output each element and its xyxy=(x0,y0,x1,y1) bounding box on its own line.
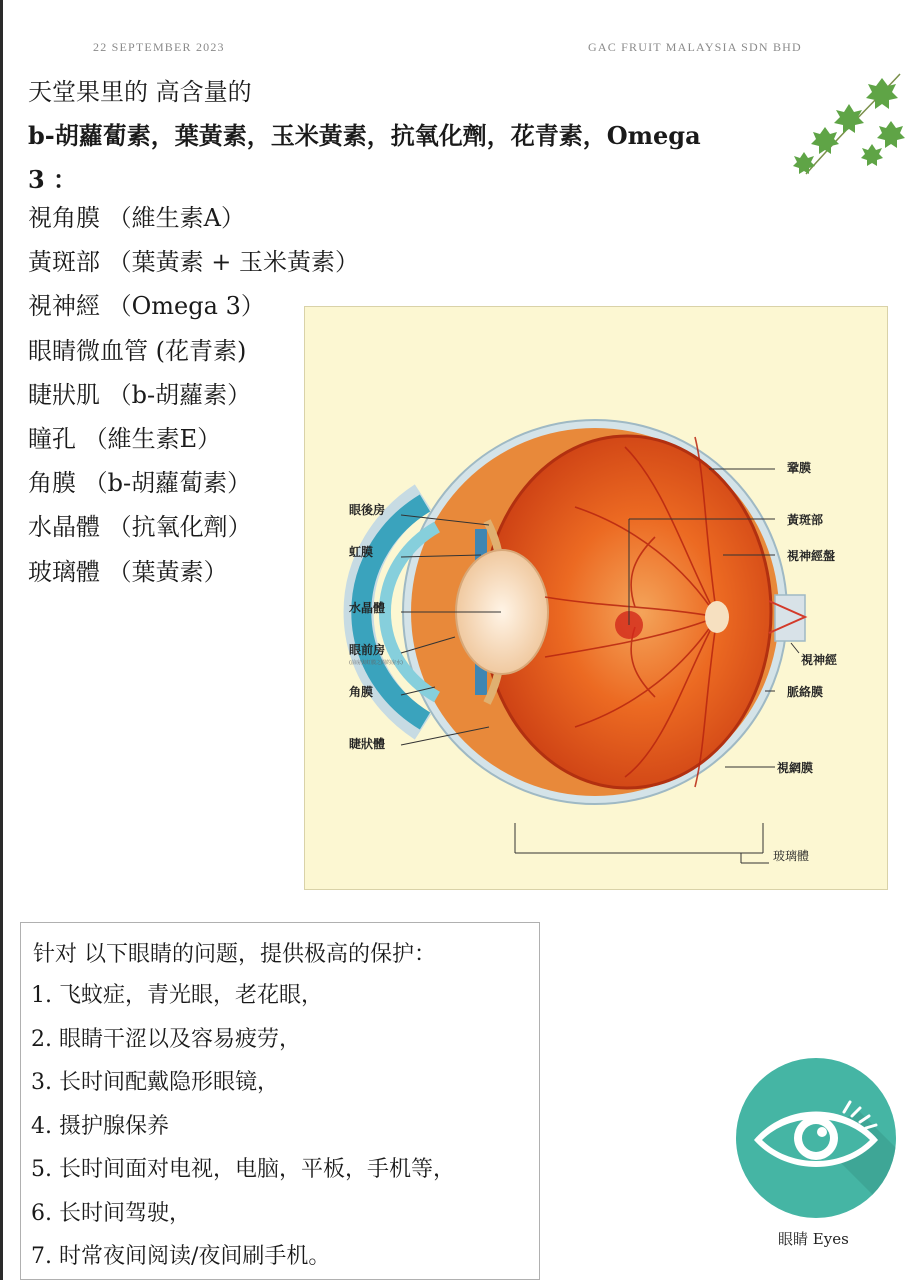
badge-caption: 眼睛 Eyes xyxy=(778,1230,849,1248)
list-item: 睫狀肌 （b-胡蘿素） xyxy=(28,380,252,409)
list-item: 眼睛微血管 (花青素) xyxy=(28,336,247,365)
eye-cross-section-illustration xyxy=(305,307,889,891)
list-item: 視角膜 （維生素A） xyxy=(28,204,245,232)
diagram-label-lens: 水晶體 xyxy=(349,601,386,615)
list-item: 6. 长时间驾驶， xyxy=(31,1200,191,1226)
page-edge xyxy=(0,0,3,1280)
diagram-label-anterior-note: (前房與虹膜之間的房水) xyxy=(349,660,403,666)
diagram-label-optic-nerve: 視神經 xyxy=(801,653,838,667)
eye-icon xyxy=(736,1058,896,1218)
diagram-label-sclera: 鞏膜 xyxy=(787,461,812,475)
intro-line-2: b-胡蘿蔔素，葉黃素，玉米黃素，抗氧化劑，花青素，Omega xyxy=(28,121,701,150)
diagram-label-iris: 虹膜 xyxy=(349,545,374,559)
header-company: GAC FRUIT MALAYSIA SDN BHD xyxy=(588,40,802,54)
eye-problems-box xyxy=(20,922,540,1280)
diagram-label-retina: 視網膜 xyxy=(777,761,814,775)
list-item: 5. 长时间面对电视，电脑，平板，手机等， xyxy=(31,1157,455,1182)
list-item: 7. 时常夜间阅读/夜间刷手机。 xyxy=(31,1244,331,1269)
problems-list xyxy=(31,981,455,1286)
list-item: 3. 长时间配戴隐形眼镜， xyxy=(31,1070,279,1095)
list-item: 4. 摄护腺保养 xyxy=(31,1113,169,1139)
leaf-vine-decoration xyxy=(790,68,906,180)
list-item: 黃斑部 （葉黃素 + 玉米黃素） xyxy=(28,248,359,277)
header-date: 22 SEPTEMBER 2023 xyxy=(93,40,225,54)
eye-anatomy-diagram xyxy=(304,306,888,890)
diagram-label-vitreous: 玻璃體 xyxy=(773,849,810,863)
list-item: 1. 飞蚊症，青光眼，老花眼， xyxy=(31,983,323,1008)
intro-line-1: 天堂果里的 高含量的 xyxy=(28,78,252,106)
diagram-label-optic-disc: 視神經盤 xyxy=(787,549,836,563)
list-item: 視神經 （Omega 3） xyxy=(28,292,265,321)
eye-badge xyxy=(736,1058,896,1218)
list-item: 玻璃體 （葉黃素） xyxy=(28,557,228,586)
intro-line-3: 3 ： xyxy=(28,165,78,194)
diagram-label-posterior-chamber: 眼後房 xyxy=(349,503,386,517)
diagram-label-cornea: 角膜 xyxy=(349,685,374,699)
diagram-label-anterior-chamber: 眼前房 xyxy=(349,643,386,657)
list-item: 2. 眼睛干涩以及容易疲劳， xyxy=(31,1026,301,1052)
diagram-label-ciliary-body: 睫狀體 xyxy=(349,737,386,751)
diagram-label-macula: 黃斑部 xyxy=(787,513,824,527)
problems-title: 针对 以下眼睛的问题，提供极高的保护： xyxy=(33,942,436,967)
diagram-label-choroid: 脈絡膜 xyxy=(787,685,824,699)
list-item: 角膜 （b-胡蘿蔔素） xyxy=(28,469,252,498)
list-item: 水晶體 （抗氧化劑） xyxy=(28,513,252,542)
list-item: 瞳孔 （維生素E） xyxy=(28,424,222,453)
